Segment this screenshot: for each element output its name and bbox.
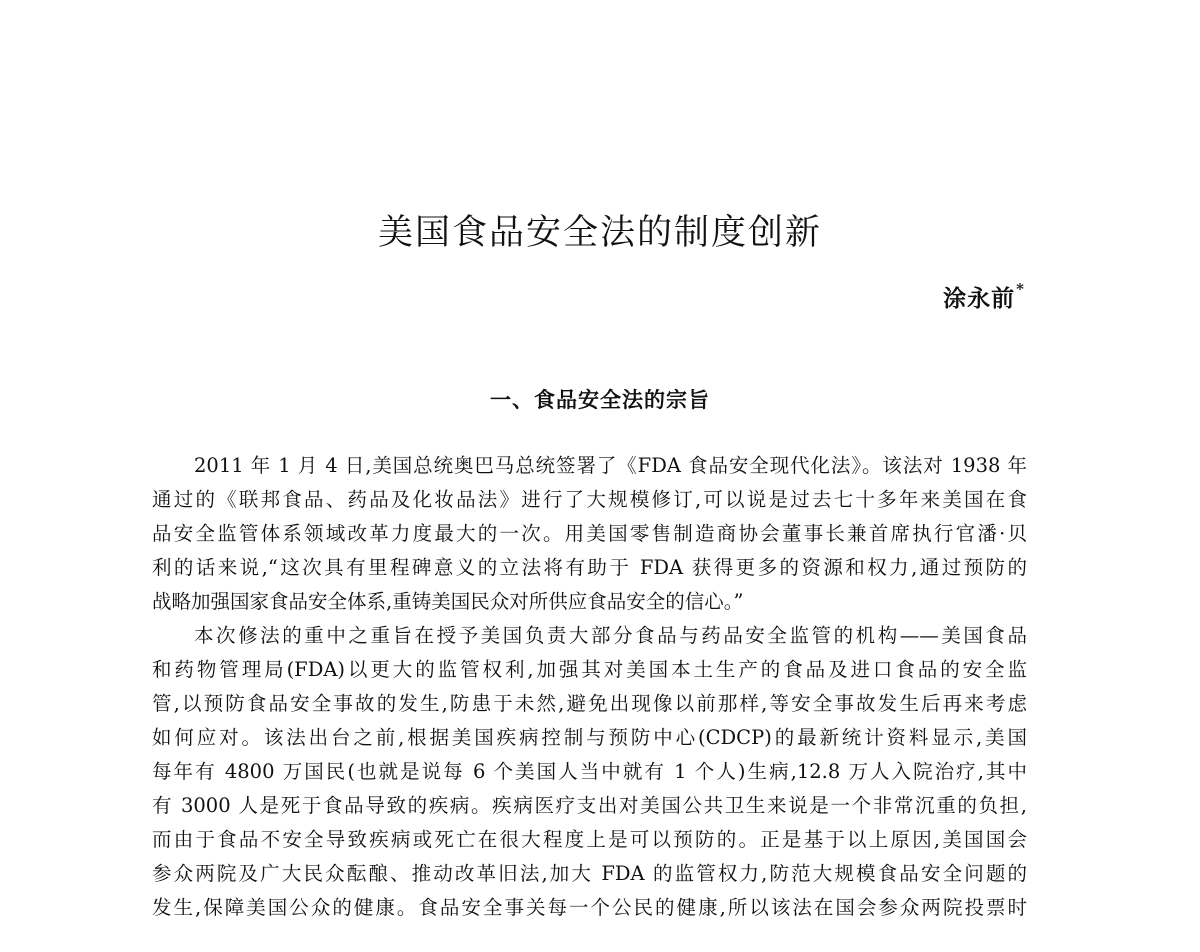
- body-text: [152, 449, 1027, 925]
- paragraph-2-line-3: 管,以预防食品安全事故的发生,防患于未然,避免出现像以前那样,等安全事故发生后再来考虑: [152, 692, 1027, 715]
- paragraph-1-line-1: 2011 年 1 月 4 日,美国总统奥巴马总统签署了《FDA 食品安全现代化法》。该法对 1938 年: [194, 454, 1027, 477]
- document-title: 美国食品安全法的制度创新: [377, 213, 822, 253]
- paragraph-1-line-4: 利的话来说,“这次具有里程碑意义的立法将有助于 FDA 获得更多的资源和权力,通过预防的: [152, 556, 1027, 579]
- paragraph-2-line-7: 而由于食品不安全导致疾病或死亡在很大程度上是可以预防的。正是基于以上原因,美国国会: [152, 828, 1027, 851]
- paragraph-1-line-5: 战略加强国家食品安全体系,重铸美国民众对所供应食品安全的信心。”: [152, 590, 744, 613]
- author-name: 涂永前: [943, 285, 1016, 312]
- paragraph-2-line-2: 和药物管理局(FDA)以更大的监管权利,加强其对美国本土生产的食品及进口食品的安全监: [152, 658, 1027, 681]
- paragraph-2-line-9: 发生,保障美国公众的健康。食品安全事关每一个公民的健康,所以该法在国会参众两院投票时: [152, 896, 1027, 919]
- section-heading: 一、食品安全法的宗旨: [490, 388, 710, 412]
- paragraph-2-line-8: 参众两院及广大民众酝酿、推动改革旧法,加大 FDA 的监管权力,防范大规模食品安全问题的: [152, 862, 1027, 885]
- paragraph-2-line-1: 本次修法的重中之重旨在授予美国负责大部分食品与药品安全监管的机构——美国食品: [194, 624, 1027, 647]
- paragraph-2-line-4: 如何应对。该法出台之前,根据美国疾病控制与预防中心(CDCP)的最新统计资料显示,美国: [152, 726, 1027, 749]
- paragraph-2-line-6: 有 3000 人是死于食品导致的疾病。疾病医疗支出对美国公共卫生来说是一个非常沉重的负担,: [152, 794, 1027, 817]
- author-footnote-mark: *: [1016, 280, 1025, 298]
- paragraph-1-line-3: 品安全监管体系领域改革力度最大的一次。用美国零售制造商协会董事长兼首席执行官潘·贝: [152, 522, 1027, 545]
- paragraph-1-line-2: 通过的《联邦食品、药品及化妆品法》进行了大规模修订,可以说是过去七十多年来美国在食: [152, 488, 1027, 511]
- paragraph-2-line-5: 每年有 4800 万国民(也就是说每 6 个美国人当中就有 1 个人)生病,12.8 万人入院治疗,其中: [152, 760, 1027, 783]
- author-byline: [943, 280, 1025, 313]
